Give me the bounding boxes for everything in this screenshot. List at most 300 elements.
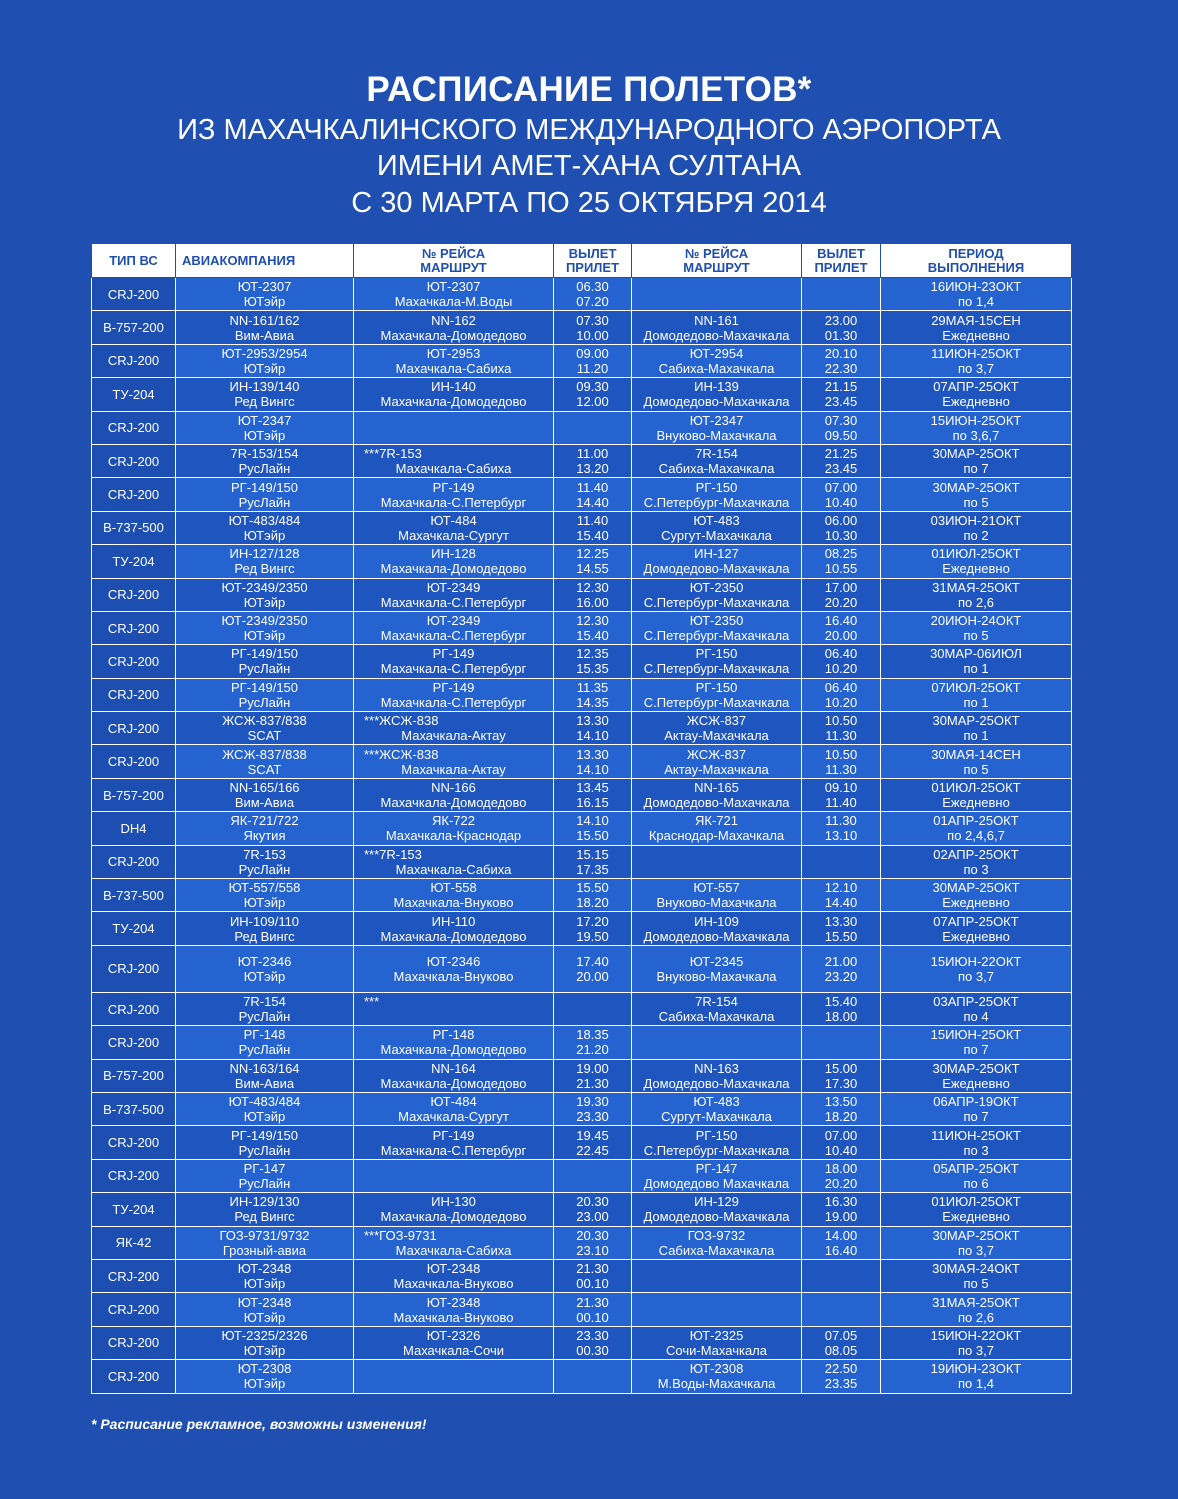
arrival-time: 10.20 — [824, 694, 858, 710]
return-flight-number: ЮТ-2954 — [689, 345, 744, 361]
airline-cell — [176, 879, 354, 912]
period-days: по 3,6,7 — [952, 427, 1000, 443]
departure-time: 07.30 — [576, 312, 609, 328]
outbound-flight-cell — [354, 1026, 554, 1059]
return-times-cell — [802, 1159, 881, 1192]
return-flight-number: NN-165 — [694, 780, 739, 796]
arrival-time — [556, 1176, 629, 1191]
departure-time: 11.40 — [576, 512, 609, 528]
period-days: Ежедневно — [942, 928, 1010, 944]
arrival-time: 11.30 — [825, 728, 857, 744]
arrival-time: 14.10 — [576, 728, 609, 744]
outbound-flight-cell — [354, 411, 554, 444]
return-times-cell — [802, 1092, 881, 1125]
outbound-times-cell — [554, 992, 632, 1025]
period-cell — [881, 278, 1072, 311]
return-flight-number: ГОЗ-9732 — [687, 1227, 746, 1243]
return-times-cell — [802, 344, 881, 377]
return-flight-cell — [632, 1360, 802, 1393]
return-route — [634, 1276, 799, 1291]
flight-pair: РГ-147 — [243, 1160, 286, 1176]
period-cell — [881, 378, 1072, 411]
return-flight-cell — [632, 945, 802, 992]
period-cell — [881, 578, 1072, 611]
table-row — [92, 1159, 1072, 1192]
period-dates: 01АПР-25ОКТ — [933, 813, 1019, 829]
period-dates: 31МАЯ-25ОКТ — [932, 579, 1020, 595]
period-dates: 30МАР-25ОКТ — [932, 713, 1020, 729]
period-cell — [881, 1326, 1072, 1359]
return-flight-number: ЖСЖ-837 — [686, 746, 747, 762]
departure-time: 13.30 — [824, 913, 858, 929]
flight-pair: ГОЗ-9731/9732 — [219, 1227, 310, 1243]
arrival-time — [556, 1009, 629, 1024]
airline-cell — [176, 845, 354, 878]
airline-name: Ред Вингс — [234, 394, 295, 410]
period-days: по 1,4 — [958, 1376, 994, 1392]
departure-time: 17.40 — [576, 953, 609, 969]
return-route: Внуково-Махачкала — [656, 427, 777, 443]
outbound-route: Махачкала-С.Петербург — [380, 628, 527, 644]
aircraft-type-cell: CRJ-200 — [92, 1326, 176, 1359]
return-times-cell — [802, 712, 881, 745]
period-dates: 01ИЮЛ-25ОКТ — [931, 780, 1021, 796]
airline-name: РусЛайн — [238, 461, 291, 477]
period-dates: 07АПР-25ОКТ — [933, 913, 1019, 929]
return-route: Сабиха-Махачкала — [658, 360, 775, 376]
return-flight-cell — [632, 1126, 802, 1159]
period-dates: 05АПР-25ОКТ — [933, 1160, 1019, 1176]
schedule-subtitle-airport: ИЗ МАХАЧКАЛИНСКОГО МЕЖДУНАРОДНОГО АЭРОПОРТА — [177, 114, 1001, 146]
outbound-route — [356, 428, 551, 443]
airline-name: ЮТэйр — [243, 1376, 286, 1392]
return-times-cell — [802, 778, 881, 811]
outbound-flight-cell — [354, 1226, 554, 1259]
departure-time: 19.30 — [576, 1094, 609, 1110]
period-dates: 30МАР-06ИЮЛ — [930, 646, 1022, 662]
return-flight-cell — [632, 1226, 802, 1259]
period-dates: 07ИЮЛ-25ОКТ — [931, 679, 1021, 695]
table-row — [92, 1193, 1072, 1226]
return-flight-number: ИН-127 — [694, 546, 739, 562]
flight-pair: ЖСЖ-837/838 — [222, 713, 307, 729]
return-route: С.Петербург-Махачкала — [643, 1142, 790, 1158]
outbound-flight-number: ЮТ-2349 — [426, 579, 481, 595]
arrival-time: 18.20 — [576, 895, 609, 911]
aircraft-type-cell: CRJ-200 — [92, 411, 176, 444]
table-row — [92, 378, 1072, 411]
departure-time — [556, 1361, 629, 1376]
period-dates: 07АПР-25ОКТ — [933, 379, 1019, 395]
return-flight-cell — [632, 378, 802, 411]
outbound-route: Махачкала-Сабиха — [395, 360, 512, 376]
departure-time — [804, 279, 878, 294]
arrival-time: 19.50 — [576, 928, 609, 944]
outbound-flight-cell — [354, 1360, 554, 1393]
return-times-cell — [802, 879, 881, 912]
arrival-time: 22.30 — [824, 360, 858, 376]
outbound-flight-number: ИН-140 — [431, 379, 476, 395]
arrival-time: 07.20 — [576, 294, 609, 310]
return-flight-number: ЮТ-2350 — [689, 579, 744, 595]
return-times-cell — [802, 378, 881, 411]
outbound-route: Махачкала-С.Петербург — [380, 661, 527, 677]
period-dates: 29МАЯ-15СЕН — [931, 312, 1021, 328]
period-cell — [881, 745, 1072, 778]
period-cell — [881, 712, 1072, 745]
departure-time: 12.10 — [824, 880, 858, 896]
outbound-route: Махачкала-Домодедово — [380, 327, 527, 343]
arrival-time: 23.45 — [824, 461, 858, 477]
departure-time: 06.30 — [576, 279, 609, 295]
period-days: Ежедневно — [942, 561, 1010, 577]
arrival-time: 11.40 — [825, 795, 857, 811]
departure-time: 13.45 — [576, 780, 609, 796]
return-flight-number: РГ-147 — [695, 1160, 738, 1176]
arrival-time: 23.30 — [576, 1109, 609, 1125]
outbound-route: Махачкала-Сургут — [398, 1109, 509, 1125]
departure-time: 21.30 — [576, 1261, 609, 1277]
outbound-route: Махачкала-Краснодар — [385, 828, 522, 844]
return-flight-number: ЮТ-483 — [693, 1094, 740, 1110]
flight-pair: NN-165/166 — [229, 780, 300, 796]
return-flight-cell — [632, 478, 802, 511]
outbound-times-cell — [554, 1059, 632, 1092]
period-dates: 11ИЮН-25ОКТ — [931, 345, 1021, 361]
airline-name: ЮТэйр — [243, 1342, 286, 1358]
return-flight-cell — [632, 411, 802, 444]
outbound-route — [356, 1176, 551, 1191]
departure-time: 08.25 — [824, 546, 858, 562]
departure-time — [556, 1161, 629, 1176]
airline-cell — [176, 611, 354, 644]
outbound-flight-number: ЮТ-2953 — [426, 345, 481, 361]
schedule-table — [91, 243, 1072, 1394]
table-row — [92, 411, 1072, 444]
table-row — [92, 745, 1072, 778]
return-flight-cell — [632, 912, 802, 945]
airline-name: Ред Вингс — [234, 561, 295, 577]
outbound-times-cell — [554, 945, 632, 992]
period-dates: 30МАЯ-24ОКТ — [932, 1261, 1020, 1277]
period-cell — [881, 992, 1072, 1025]
period-dates: 02АПР-25ОКТ — [933, 846, 1019, 862]
return-flight-cell — [632, 278, 802, 311]
outbound-times-cell — [554, 1293, 632, 1326]
table-row — [92, 578, 1072, 611]
airline-cell — [176, 444, 354, 477]
return-times-cell — [802, 278, 881, 311]
aircraft-type-cell: B-757-200 — [92, 1059, 176, 1092]
return-times-cell — [802, 545, 881, 578]
outbound-times-cell — [554, 645, 632, 678]
return-flight-cell — [632, 1026, 802, 1059]
schedule-title: РАСПИСАНИЕ ПОЛЕТОВ* — [366, 70, 812, 109]
departure-time: 12.30 — [576, 579, 609, 595]
flight-pair: ЮТ-2308 — [237, 1361, 292, 1377]
return-times-cell — [802, 1193, 881, 1226]
arrival-time: 12.00 — [576, 394, 609, 410]
period-dates: 30МАР-25ОКТ — [932, 880, 1020, 896]
aircraft-type-cell: CRJ-200 — [92, 712, 176, 745]
aircraft-type-cell: CRJ-200 — [92, 1159, 176, 1192]
return-times-cell — [802, 745, 881, 778]
outbound-flight-number: ЯК-722 — [432, 813, 475, 829]
outbound-flight-cell — [354, 845, 554, 878]
period-days: по 2,4,6,7 — [947, 828, 1005, 844]
aircraft-type-cell: B-737-500 — [92, 1092, 176, 1125]
departure-time — [804, 847, 878, 862]
return-flight-number: 7R-154 — [695, 446, 738, 462]
period-days: Ежедневно — [942, 895, 1010, 911]
return-flight-number: ИН-139 — [694, 379, 739, 395]
period-days: по 1 — [963, 661, 989, 677]
departure-time: 16.40 — [824, 613, 858, 629]
outbound-flight-number: ЮТ-2348 — [426, 1294, 481, 1310]
header-times-2: ВЫЛЕТ ПРИЛЕТ — [802, 244, 881, 278]
outbound-flight-cell — [354, 545, 554, 578]
airline-cell — [176, 578, 354, 611]
outbound-route: Махачкала-Внуково — [393, 895, 514, 911]
outbound-flight-cell — [354, 1159, 554, 1192]
arrival-time: 15.35 — [576, 661, 609, 677]
return-flight-number: NN-161 — [694, 312, 739, 328]
arrival-time: 08.05 — [824, 1342, 858, 1358]
outbound-times-cell — [554, 1326, 632, 1359]
airline-name: SCAT — [247, 728, 282, 744]
departure-time: 17.00 — [824, 579, 858, 595]
table-row — [92, 511, 1072, 544]
airline-name: Ред Вингс — [234, 1209, 295, 1225]
return-flight-cell — [632, 311, 802, 344]
return-flight-cell — [632, 992, 802, 1025]
return-route: Домодедово-Махачкала — [643, 327, 790, 343]
airline-name: Грозный-авиа — [222, 1242, 307, 1258]
period-dates: 01ИЮЛ-25ОКТ — [931, 546, 1021, 562]
return-flight-number: РГ-150 — [695, 679, 738, 695]
period-dates: 01ИЮЛ-25ОКТ — [931, 1194, 1021, 1210]
airline-name: Якутия — [243, 828, 286, 844]
return-times-cell — [802, 1259, 881, 1292]
return-flight-cell — [632, 1059, 802, 1092]
period-days: по 3 — [963, 1142, 989, 1158]
aircraft-type-cell: CRJ-200 — [92, 1293, 176, 1326]
airline-name: ЮТэйр — [243, 294, 286, 310]
period-days: Ежедневно — [942, 394, 1010, 410]
return-route: Домодедово-Махачкала — [643, 795, 790, 811]
flight-pair: 7R-154 — [243, 994, 286, 1009]
airline-cell — [176, 1326, 354, 1359]
period-cell — [881, 1092, 1072, 1125]
arrival-time: 23.00 — [576, 1209, 609, 1225]
return-flight-number: ЮТ-2345 — [689, 953, 744, 969]
flight-pair: ЮТ-2347 — [237, 412, 292, 428]
outbound-flight-number: ЮТ-2349 — [426, 613, 481, 629]
outbound-times-cell — [554, 879, 632, 912]
outbound-flight-number: ЮТ-484 — [430, 1094, 477, 1110]
outbound-flight-number: ***7R-153 — [364, 846, 422, 862]
airline-cell — [176, 1159, 354, 1192]
return-route: Внуково-Махачкала — [656, 968, 777, 984]
outbound-route: Махачкала-Актау — [401, 761, 506, 777]
arrival-time: 13.10 — [824, 828, 858, 844]
flight-pair: ЮТ-557/558 — [228, 880, 301, 896]
table-row — [92, 678, 1072, 711]
period-days: по 3 — [963, 861, 989, 877]
airline-name: ЮТэйр — [243, 895, 286, 911]
return-flight-cell — [632, 444, 802, 477]
departure-time: 20.30 — [576, 1194, 609, 1210]
arrival-time: 10.40 — [824, 494, 858, 510]
outbound-route: Махачкала-С.Петербург — [380, 1142, 527, 1158]
arrival-time: 18.20 — [824, 1109, 858, 1125]
outbound-route: Махачкала-Актау — [401, 728, 506, 744]
outbound-flight-number: ***7R-153 — [364, 446, 422, 462]
flight-pair: NN-161/162 — [229, 312, 300, 328]
outbound-times-cell — [554, 845, 632, 878]
aircraft-type-cell: ТУ-204 — [92, 545, 176, 578]
outbound-flight-cell — [354, 1059, 554, 1092]
airline-cell — [176, 912, 354, 945]
return-flight-number: РГ-150 — [695, 646, 738, 662]
arrival-time: 17.35 — [576, 861, 609, 877]
departure-time: 12.25 — [576, 546, 609, 562]
period-cell — [881, 311, 1072, 344]
period-cell — [881, 344, 1072, 377]
outbound-flight-cell — [354, 745, 554, 778]
outbound-route: Махачкала-Внуково — [393, 968, 514, 984]
table-row — [92, 545, 1072, 578]
return-flight-number: ИН-109 — [694, 913, 739, 929]
return-flight-number: РГ-150 — [695, 479, 738, 495]
arrival-time — [804, 862, 878, 877]
airline-cell — [176, 545, 354, 578]
flight-pair: ЮТ-2348 — [237, 1294, 292, 1310]
outbound-times-cell — [554, 378, 632, 411]
departure-time — [556, 413, 629, 428]
period-days: Ежедневно — [942, 795, 1010, 811]
arrival-time: 19.00 — [824, 1209, 858, 1225]
outbound-flight-cell — [354, 344, 554, 377]
airline-cell — [176, 678, 354, 711]
departure-time: 12.35 — [576, 646, 609, 662]
header-airline: АВИАКОМПАНИЯ — [176, 244, 354, 278]
airline-name: ЮТэйр — [243, 1276, 286, 1292]
period-days: по 1 — [963, 694, 989, 710]
arrival-time: 11.30 — [825, 761, 857, 777]
period-days: по 2,6 — [958, 594, 994, 610]
period-days: по 4 — [963, 1009, 989, 1024]
return-route: Краснодар-Махачкала — [648, 828, 785, 844]
aircraft-type-cell: B-757-200 — [92, 778, 176, 811]
aircraft-type-cell: CRJ-200 — [92, 1259, 176, 1292]
departure-time: 20.30 — [576, 1227, 609, 1243]
aircraft-type-cell: CRJ-200 — [92, 1360, 176, 1393]
departure-time: 06.00 — [824, 512, 858, 528]
airline-cell — [176, 278, 354, 311]
period-cell — [881, 845, 1072, 878]
period-cell — [881, 1226, 1072, 1259]
outbound-flight-cell — [354, 1193, 554, 1226]
table-row — [92, 1293, 1072, 1326]
return-route: Сургут-Махачкала — [661, 527, 772, 543]
airline-name: РусЛайн — [238, 1175, 291, 1191]
outbound-route: Махачкала-Домодедово — [380, 1042, 527, 1058]
outbound-flight-cell — [354, 1126, 554, 1159]
airline-name: РусЛайн — [238, 494, 291, 510]
departure-time: 07.00 — [824, 1127, 858, 1143]
return-times-cell — [802, 678, 881, 711]
period-cell — [881, 678, 1072, 711]
outbound-flight-number: ***ГОЗ-9731 — [364, 1227, 437, 1243]
table-row — [92, 992, 1072, 1025]
period-days: по 2,6 — [958, 1309, 994, 1325]
return-flight-number: ЮТ-557 — [693, 880, 740, 896]
outbound-times-cell — [554, 778, 632, 811]
period-days: по 3,7 — [958, 1342, 994, 1358]
outbound-flight-cell — [354, 578, 554, 611]
table-row — [92, 311, 1072, 344]
arrival-time: 15.50 — [824, 928, 858, 944]
return-route — [634, 294, 799, 309]
return-route: Сургут-Махачкала — [661, 1109, 772, 1125]
table-row — [92, 1226, 1072, 1259]
outbound-flight-cell — [354, 992, 554, 1025]
departure-time — [556, 994, 629, 1009]
arrival-time: 17.30 — [824, 1075, 858, 1091]
arrival-time — [804, 1310, 878, 1325]
departure-time: 19.00 — [576, 1060, 609, 1076]
outbound-flight-cell — [354, 511, 554, 544]
return-times-cell — [802, 992, 881, 1025]
outbound-route: Махачкала-Внуково — [393, 1276, 514, 1292]
airline-cell — [176, 1026, 354, 1059]
return-flight-number: 7R-154 — [695, 994, 738, 1009]
arrival-time: 21.20 — [576, 1042, 609, 1058]
departure-time: 07.00 — [824, 479, 858, 495]
arrival-time: 14.40 — [576, 494, 609, 510]
return-flight-number: ЖСЖ-837 — [686, 713, 747, 729]
arrival-time: 10.00 — [576, 327, 609, 343]
airline-name: РусЛайн — [238, 1142, 291, 1158]
flight-pair: ЮТ-2349/2350 — [221, 579, 308, 595]
return-flight-number — [634, 847, 799, 862]
airline-cell — [176, 1360, 354, 1393]
outbound-flight-number: РГ-149 — [432, 679, 475, 695]
airline-name: ЮТэйр — [243, 527, 286, 543]
arrival-time: 20.20 — [824, 594, 858, 610]
return-times-cell — [802, 845, 881, 878]
aircraft-type-cell: CRJ-200 — [92, 745, 176, 778]
table-row — [92, 645, 1072, 678]
airline-name: ЮТэйр — [243, 628, 286, 644]
period-cell — [881, 879, 1072, 912]
period-days: по 1 — [963, 728, 989, 744]
airline-name: ЮТэйр — [243, 360, 286, 376]
period-cell — [881, 1293, 1072, 1326]
airline-cell — [176, 1193, 354, 1226]
period-cell — [881, 478, 1072, 511]
departure-time: 21.15 — [824, 379, 858, 395]
airline-name: РусЛайн — [238, 694, 291, 710]
airline-cell — [176, 992, 354, 1025]
airline-cell — [176, 945, 354, 992]
return-flight-number: ИН-129 — [694, 1194, 739, 1210]
return-flight-cell — [632, 1193, 802, 1226]
outbound-route: Махачкала-С.Петербург — [380, 494, 527, 510]
arrival-time: 15.40 — [576, 628, 609, 644]
return-flight-number — [634, 279, 799, 294]
